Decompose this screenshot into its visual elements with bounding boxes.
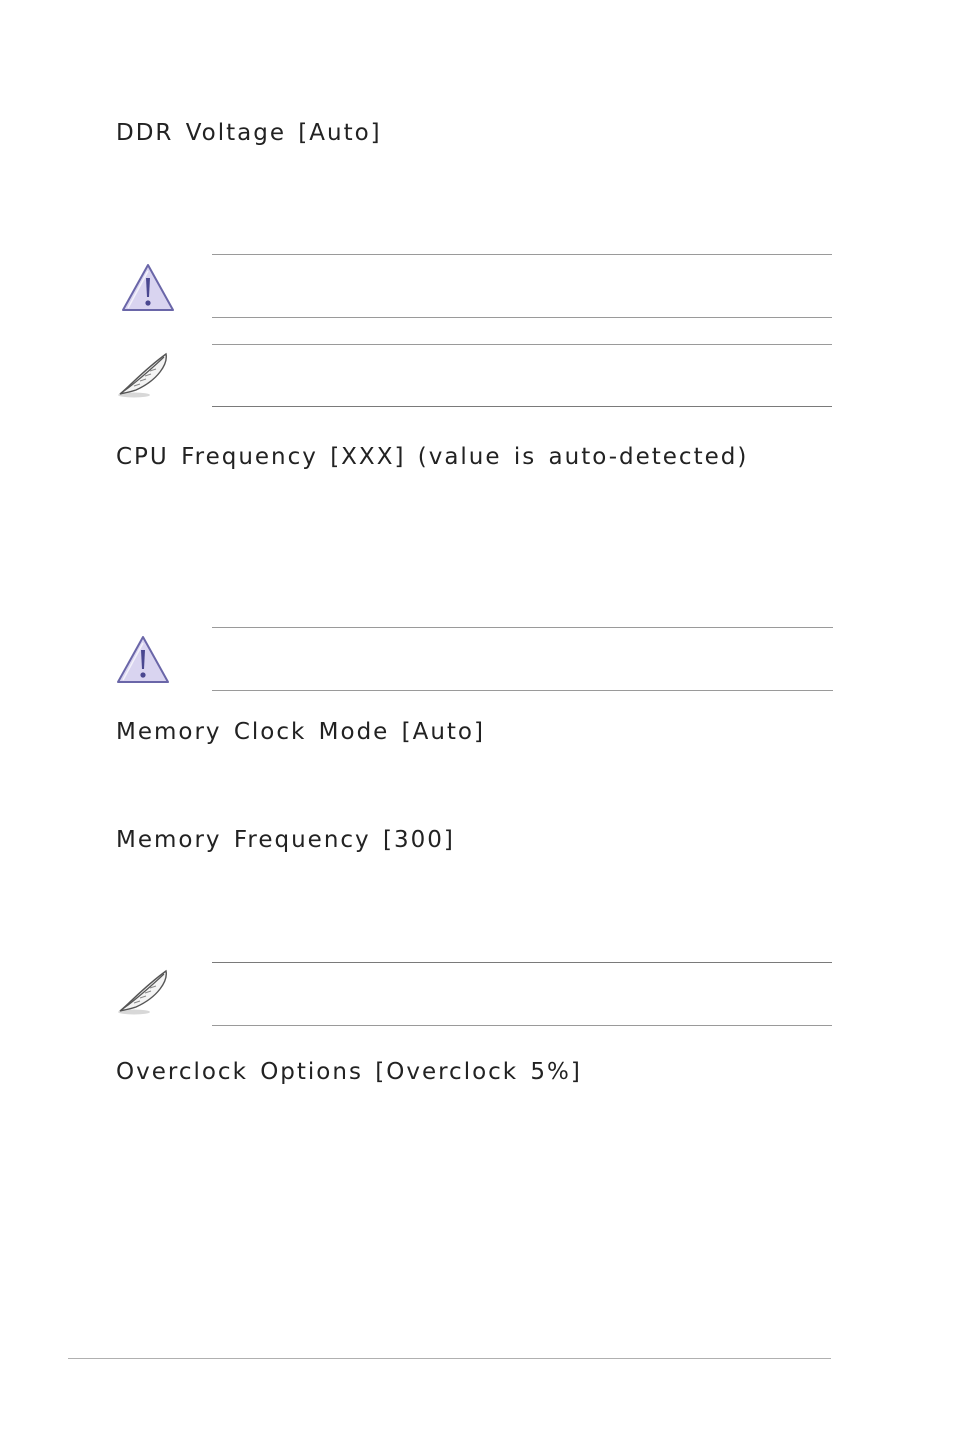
caution-box-bottom-rule	[212, 690, 833, 691]
heading-memory-clock-mode: Memory Clock Mode [Auto]	[116, 719, 485, 745]
note-box-bottom-rule	[212, 1025, 832, 1026]
note-box-bottom-rule	[212, 406, 832, 407]
caution-box-top-rule	[212, 627, 833, 628]
note-box-top-rule	[212, 344, 832, 345]
warning-triangle-icon	[114, 634, 172, 686]
caution-box-top-rule	[212, 254, 832, 255]
feather-quill-icon	[114, 967, 172, 1017]
heading-cpu-frequency: CPU Frequency [XXX] (value is auto-detected)	[116, 444, 749, 470]
page-footer-rule	[68, 1358, 831, 1359]
note-box-top-rule	[212, 962, 832, 963]
heading-ddr-voltage: DDR Voltage [Auto]	[116, 120, 382, 146]
caution-box-bottom-rule	[212, 317, 832, 318]
warning-triangle-icon	[119, 262, 177, 314]
heading-overclock-options: Overclock Options [Overclock 5%]	[116, 1059, 582, 1085]
heading-memory-frequency: Memory Frequency [300]	[116, 827, 455, 853]
feather-quill-icon	[114, 350, 172, 400]
